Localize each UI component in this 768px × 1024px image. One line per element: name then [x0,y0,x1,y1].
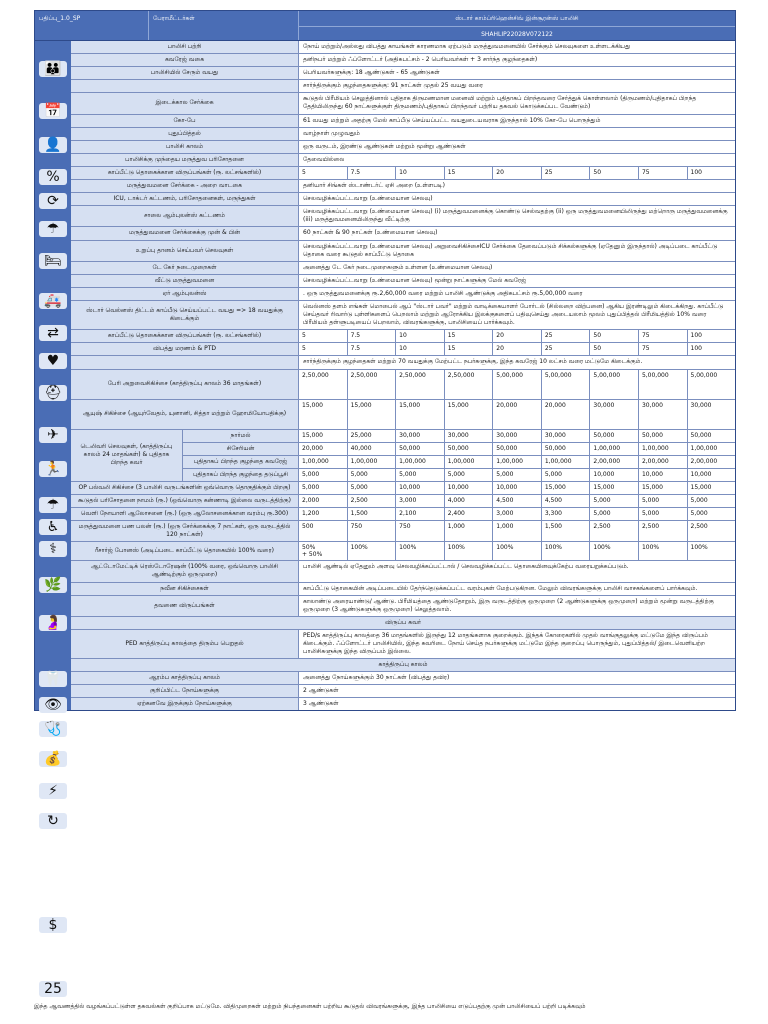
calendar-badge-icon: 25 [39,981,67,997]
table-row: கவரேஜ் வகை தனிநபர் மற்றும் ஃப்ளோட்டர் (அதிகபட்சம் - 2 பெரியவர்கள் + 3 சார்ந்த குழந்தைகள்) [71,54,735,67]
table-row: ஏற்கனவே இருக்கும் நோய்களுக்கு 3 ஆண்டுகள் [71,698,735,710]
table-row: குறிப்பிட்ட நோய்களுக்கு 2 ஆண்டுகள் [71,685,735,698]
cash-icon: 💰 [39,751,67,767]
table-row: புதுப்பித்தல் வாழ்நாள் முழுவதும் [71,128,735,141]
delivery-normal-row: நார்மல் 15,000 25,000 30,000 30,000 30,000 30,000 50,000 50,000 50,000 [183,430,735,443]
calendar-icon: 📅 [39,103,67,119]
umbrella-icon-2: ☂ [39,497,67,513]
percent-icon: % [39,169,67,185]
runner-icon: 🏃 [39,461,67,477]
ptd-row: விபத்து மரணம் & PTD 5 7.5 10 15 20 25 50 75 100 [71,343,735,356]
table-row: சார்ந்திருக்கும் குழந்தைகளுக்கு: 91 நாட்கள் முதல் 25 வயது வரை [71,80,735,93]
day-care-icon: ⛑ [39,385,67,401]
product-code: SHAHLIP22028V072122 [299,26,735,41]
delivery-cesarean-row: சிசேரியன் 20,000 40,000 50,000 50,000 50,000 50,000 1,00,000 1,00,000 1,00,000 [183,443,735,456]
newborn-vaccine-row: புதிதாகப் பிறந்த குழந்தை தடுப்பூசி 5,000 5,000 5,000 5,000 5,000 5,000 10,000 10,000 10,000 [183,469,735,481]
hospital-bed-icon: 🛏 [39,253,67,269]
delivery-block: டெலிவரி செலவுகள், (காத்திருப்பு காலம் 24 மாதங்கள்) & புதிதாக பிறந்த கவர் நார்மல் 15,000 25,000 30,000 30,000 30,000 30,000 50,000 50,000 50,000 சிசேரியன் 20,000 40,000 50,000 50,000 50,000 50,000 1,00,000 1,00,000 1,00,000 புதிதாகப் பிறந்த குழந்தை கவரேஜ் 1,00,000 1,00,000 1,00,000 1,00,000 1,00,000 1,00,000 2,00,000 2,00,000 2,00,000 புதிதாகப் பிறந்த குழந்தை தடுப்பூசி 5,000 5,000 5,000 5,000 5,000 5,000 10,000 10,000 10,000 [71,430,735,482]
version-label: பதிப்பு_1.0_SP [35,11,149,40]
table-row: ஏர் ஆம்புலன்ஸ் . ஒரு மருத்துவமனைக்கு ரூ.2,60,000 வரை மற்றும் பாலிசி ஆண்டுக்கு அதிகபட்சம் ரூ.5,00,000 வரை [71,288,735,301]
table-row: பாலிசி காலம் ஒரு வருடம், இரண்டு ஆண்டுகள் மற்றும் மூன்று ஆண்டுகள் [71,141,735,154]
table-row: இடைக்கால சேர்க்கை கூடுதல் பிரீமியம் செலுத்தினால் புதிதாக திருமணமான மனைவி மற்றும் புதிதாகப் பிறந்தவரை சேர்த்துக் கொள்ளலாம் (திருமணம்/புதிதாகப் பிறந்த தேதியிலிருந்து 60 நாட்களுக்குள் திருமணம்/புதிதாகப் பிறந்தவர் பற்றிய தகவல் கொடுக்கப்பட வேண்டும்) [71,93,735,114]
consult-icon: 🩺 [39,721,67,737]
body-icon: ⚕ [39,541,67,557]
recharge-icon: ⚡ [39,783,67,799]
restore-icon: ↻ [39,813,67,829]
add-person-icon: 👤 [39,137,67,153]
table-row: பாலிசி பற்றி நோய் மற்றும்/அல்லது விபத்து காயங்கள் காரணமாக ஏற்படும் மருத்துவமனையில் சேர்க்கும் செலவுகளை உள்ளடக்கியது [71,41,735,54]
eye-row: கூடுதல் பரிசோதனை நாமம் (ரூ.) (ஒவ்வொரு கன்ணாடி இல்லை வருடத்திற்கு) 2,000 2,500 3,000 4,000 4,500 4,500 5,000 5,000 5,000 [71,495,735,508]
table-row: ஆரம்ப காத்திருப்பு காலம் அனைத்து நோய்களுக்கும் 30 நாட்கள் (விபத்து தவிர) [71,672,735,685]
dental-icon: 🦷 [39,671,67,687]
organ-donor-icon: ♥ [39,353,67,369]
op-dental-row: OP பல்வலி சிகிச்சை (3 பாலிசி வருடங்களின் ஒவ்வொரு தொகுதிக்கும் பிறகு) 5,000 5,000 10,000 10,000 10,000 15,000 15,000 15,000 15,000 [71,482,735,495]
bariatric-row: பேரி அறுவைசிகிச்சை (காத்திருப்பு காலம் 36 மாதங்கள்) 2,50,000 2,50,000 2,50,000 2,50,000 5,00,000 5,00,000 5,00,000 5,00,000 5,00,000 [71,370,735,400]
ptd-note-row: சார்ந்திருக்கும் குழந்தைகள் மற்றும் 70 வயதுக்கு மேற்பட்ட நபர்களுக்கு, இந்த கவரேஜ் 10 லட்சம் வரை மட்டுமே கிடைக்கும். [71,356,735,369]
table-row: மருத்துவமனை சேர்க்கை - அறை வாடகை தனியார் சிங்கள் ஸ்டாண்டர்ட் ஏசி அறை (உள்ளபடி) [71,180,735,193]
opd-row: வெளி நோயாளி ஆலோசனை (ரூ.) (ஒரு ஆலோசனைக்கான வரம்பு ரூ.300) 1,200 1,500 2,100 2,400 3,000 3,300 5,000 5,000 5,000 [71,508,735,521]
table-row: வீட்டு மருத்துவமனை செலவழிக்கப்பட்டவாறு (உண்மையான செலவு) மூன்று நாட்களுக்கு மேல் கவரேஜ் [71,275,735,288]
policy-document [34,10,736,997]
recharge-row: ரீசார்ஜ் போனஸ் (அடிப்படை காப்பீட்டு தொகையில் 100% வரை) 50% + 50% 100% 100% 100% 100% 100% 100% 100% 100% [71,542,735,561]
pa-sum-insured-row: காப்பீட்டு தொகைக்கான விருப்பங்கள் (ரூ. லட்சங்களில்) 5 7.5 10 15 20 25 50 75 100 [71,330,735,343]
table-row: தவணை விருப்பங்கள் காலாண்டு அரையாண்டு/ ஆண்டு. பிரீமியத்தை ஆண்டுதோறும், இரு வருடத்திற்கு ஒருமுறை (2 ஆண்டுகளுக்கு ஒருமுறை) மற்றும் மூன்று வருடத்திற்கு ஒருமுறை (3 ஆண்டுகளுக்கு ஒருமுறை) செலுத்தலாம். [71,596,735,617]
ayush-icon: 🌿 [39,577,67,593]
table-row: மருத்துவமனை சேர்க்கைக்கு முன் & பின் 60 நாட்கள் & 90 நாட்கள் (உண்மையான செலவு) [71,227,735,240]
table-row: சாலை ஆம்புலன்ஸ் கட்டணம் செலவழிக்கப்பட்டவாறு (உண்மையான செலவு) (i) மருத்துவமனைக்கு கொண்டு செல்வதற்கு (ii) ஒரு மருத்துவமனையிலிருந்து மற்றொரு மருத்துவமனைக்கு (iii) மருத்துவமனையிலிருந்து வீட்டிற்கு [71,206,735,227]
wheelchair-icon: ♿ [39,519,67,535]
umbrella-icon: ☂ [39,221,67,237]
air-ambulance-icon: ✈ [39,427,67,443]
renewal-icon: ⟳ [39,193,67,209]
newborn-cover-row: புதிதாகப் பிறந்த குழந்தை கவரேஜ் 1,00,000 1,00,000 1,00,000 1,00,000 1,00,000 1,00,000 2,00,000 2,00,000 2,00,000 [183,456,735,469]
table-row: ICU, டாக்டர் கட்டணம், பரிசோதனைகள், மருந்துகள் செலவழிக்கப்பட்டவாறு (உண்மையான செலவு) [71,193,735,206]
table-row: டே கேர் நடைமுறைகள் அனைத்து டே கேர் நடைமுறைகளும் உள்ளன (உண்மையான செலவு) [71,262,735,275]
details-table [71,41,735,710]
waiting-period-heading: காத்திருப்பு காலம் [71,659,735,672]
table-row: கோ-பே 61 வயது மற்றும் அதற்கு மேல் காப்பீடு செய்யப்பட்ட வயதுடையவராக இருந்தால் 10% கோ-பே பொருந்தும் [71,115,735,128]
delivery-icon: 🤰 [39,615,67,631]
table-row: பாலிசியில் சேரும் வயது பெரியவர்களுக்கு: 18 ஆண்டுகள் - 65 ஆண்டுகள் [71,67,735,80]
arrows-icon: ⇄ [39,325,67,341]
table-row: ஸ்டார் வெல்னஸ் திட்டம் காப்பீடு செய்யப்பட்ட வயது => 18 வயதுக்கு கிடைக்கும் வெல்னஸ் தளம் எங்கள் மொபைல் ஆப் "ஸ்டார் பவர்" மற்றும் வாடிக்கையாளர் போர்டல் (சில்லறை விற்பனை) ஆகிய இரண்டிலும் கிடைக்கிறது. காப்பீட்டு செய்தவர் ரிவார்டு புள்ளிகளைப் பெறலாம் மற்றும் ஆரோக்கிய இலக்குகளைப் பதிவுசெய்து அடையலாம் மூலம் புதுப்பித்தல் பிரீமியத்தில் 10% வரை பிரீமியம் தள்ளுபடியைப் பெறலாம், விவரங்களுக்கு, பாலிசியைப் பார்க்கவும். [71,301,735,330]
family-icon: 👪 [39,61,67,77]
footer-disclaimer: இந்த ஆவணத்தில் வழங்கப்பட்டுள்ள தகவல்கள் குறிப்பாக மட்டுமே. விதிமுறைகள் மற்றும் நிபந்தனைகள் பற்றிய கூடுதல் விவரங்களுக்கு, இந்த பாலிசியை எடுப்பதற்கு முன் பாலிசியைப் பற்றி படிக்கவும் [34,1003,586,1010]
table-row: உறுப்பு தானம் செய்பவர் செலவுகள் செலவழிக்கப்பட்டவாறு (உண்மையான செலவு) அறுவைசிகிச்சைICU சேர்க்கை தேவைப்படும் சிக்கல்களுக்கு (ஏதேனும் இருந்தால்) அடிப்படை காப்பீட்டு தொகை வரை கூடுதல் காப்பீட்டு தொகை [71,241,735,262]
ped-row: PED காத்திருப்பு காலத்தை திரும்ப பெறுதல் PED/s காத்திருப்பு காலத்தை 36 மாதங்களில் இருந்து 12 மாதங்களாக குறைக்கும். இந்தக் கோரைகளில் முதல் வாங்குதலுக்கு மட்டுமே இந்த விருப்பம் கிடைக்கும். ஃப்ளோட்டர் பாலிசியில், இந்த கவரிடை நோய் செய்த நபர்களுக்கு மட்டுமே இந்த குறைப்பு பொருந்தும், புதுப்பித்தல்/ இடைவெளியற்ற பாலிசிகளுக்கு இந்த விருப்பம் இல்லை. [71,630,735,659]
eye-icon: 👁 [39,697,67,713]
table-row: ஆட்டோமேட்டிக் ரெஸ்டோரேஷன் (100% வரை, ஒவ்வொரு பாலிசி ஆண்டிற்கும் ஒருமுறை) பாலிசி ஆண்டில் ஏதேனும் அளவு செலவழிக்கப்பட்டால் / செலவழிக்கப்பட்ட தொகையினவுக்கேற்ப வரையறுக்கப்படும். [71,561,735,582]
sum-insured-row: காப்பீட்டு தொகைக்கான விருப்பங்கள் (ரூ. லட்சங்களில்) 5 7.5 10 15 20 25 50 75 100 [71,167,735,180]
money-icon: $ [39,917,67,933]
ambulance-icon: 🚑 [39,293,67,309]
product-title: ஸ்டார் காம்ப்ரிஹென்சிவ் இன்சூரன்ஸ் பாலிசி [455,15,579,22]
table-row: நவீன சிகிச்சைகள் காப்பீட்டு தொகையின் அடிப்படையில் தேர்ந்தெடுக்கப்பட்ட வரம்புகள் மேற்படுகிறன. மேலும் விவரங்களுக்கு பாலிசி வாசகங்களைப் பார்க்கவும். [71,583,735,596]
optional-cover-heading: விருப்ப கவர் [71,617,735,630]
ayush-row: ஆயுஷ் சிகிச்சை (ஆயுர்வேதம், யுனானி, சித்தா மற்றும் ஹோமியோபதிக்கு) 15,000 15,000 15,000 15,000 20,000 20,000 30,000 30,000 30,000 [71,400,735,430]
icon-column [35,41,71,997]
table-row: பாலிசிக்கு முந்தைய மருத்துவ பரிசோதனை தேவையில்லை [71,154,735,167]
header-bar [35,11,735,41]
hospital-cash-row: மருத்துவமனை பண பலன் (ரூ.) (ஒரு சேர்க்கைக்கு 7 நாட்கள், ஒரு வருடத்தில் 120 நாட்கள்) 500 750 750 1,000 1,000 1,500 2,500 2,500 2,500 [71,521,735,542]
parameters-label: பேராமீட்டர்கள் [149,11,299,40]
